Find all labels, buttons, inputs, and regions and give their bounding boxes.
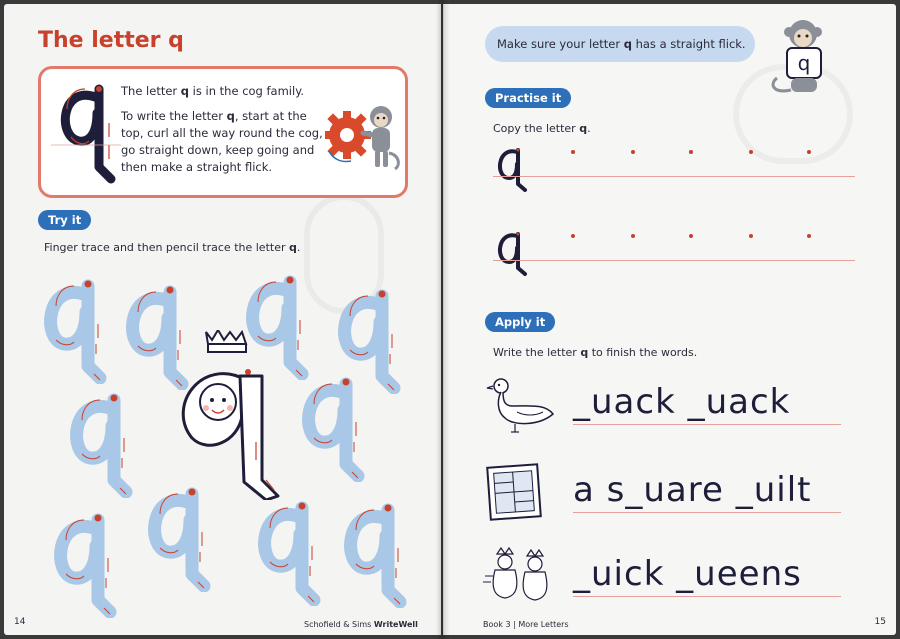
start-dot [689,150,693,154]
left-page [4,4,441,635]
word-row-duck[interactable] [483,374,883,434]
apply-instruction: Write the letter q to finish the words. [493,346,698,359]
big-q-letter-icon [51,75,121,185]
start-dot [749,150,753,154]
trace-area[interactable] [34,264,434,604]
word-row-queens[interactable] [483,546,883,606]
copy-row[interactable] [493,144,863,194]
left-footer: Schofield & Sims WriteWell [304,620,418,629]
word-text: _uick _ueens [573,554,802,594]
copy-q-icon [493,228,529,278]
queens-icon [483,546,559,606]
start-dot [749,234,753,238]
right-page [443,4,896,635]
right-footer: Book 3 | More Letters [483,620,569,629]
info-text [121,83,331,184]
speech-bubble: Make sure your letter q has a straight flick. [485,26,755,62]
copy-row[interactable] [493,228,863,278]
monkey-with-sign-icon [763,14,843,104]
page-title: The letter q [38,28,184,53]
trace-instruction: Finger trace and then pencil trace the letter q. [44,241,301,254]
trace-q-icon[interactable] [64,388,134,498]
copy-instruction: Copy the letter q. [493,122,591,135]
start-dot [631,234,635,238]
sign-letter: q [797,51,811,75]
try-it-label: Try it [38,210,91,230]
trace-q-icon[interactable] [48,508,118,618]
word-text: a s_uare _uilt [573,470,812,510]
duck-icon [483,374,559,434]
start-dot [631,150,635,154]
info-line-1: The letter q is in the cog family. [121,84,305,98]
cog-monkey-icon [325,95,405,175]
queen-q-icon [162,330,282,500]
trace-q-icon[interactable] [338,498,408,608]
start-dot [571,150,575,154]
word-row-quilt[interactable] [483,462,883,522]
start-dot [571,234,575,238]
trace-q-icon[interactable] [252,496,322,606]
info-box [38,66,408,198]
writing-line [493,260,855,261]
start-dot [689,234,693,238]
left-page-number: 14 [14,617,26,627]
start-dot [807,234,811,238]
start-dot [807,150,811,154]
word-text: _uack _uack [573,382,791,422]
apply-it-label: Apply it [485,312,555,332]
trace-q-icon[interactable] [296,372,366,482]
quilt-icon [483,462,559,522]
writing-line [573,512,841,513]
writing-line [493,176,855,177]
trace-q-icon[interactable] [38,274,108,384]
copy-q-icon [493,144,529,194]
info-line-2: To write the letter q, start at the top, curl all the way round the cog, go straight down, keep going and then make a straight flick. [121,109,323,174]
practise-it-label: Practise it [485,88,571,108]
writing-line [573,596,841,597]
writing-line [573,424,841,425]
right-page-number: 15 [874,617,886,627]
